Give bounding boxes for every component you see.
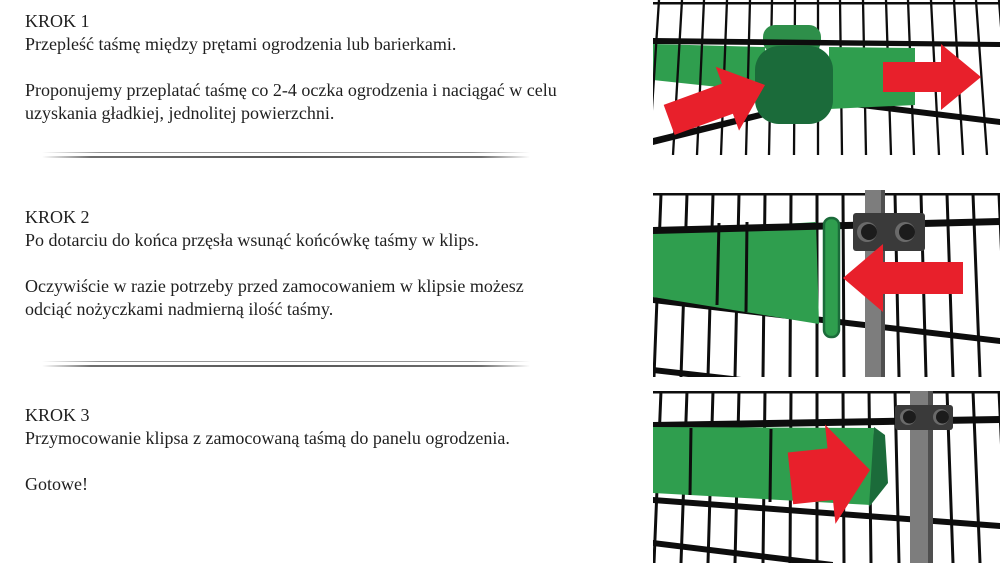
step-1-title: KROK 1 [25,11,90,31]
step-2-title: KROK 2 [25,207,90,227]
fence-weaving-illustration [653,0,1000,155]
fence-top-wire [653,2,1000,5]
step-1-paragraph-2: Proponujemy przeplatać taśmę co 2-4 oczka ogrodzenia i naciągać w celu uzyskania gładkiej, jednolitej powierzchni. [25,80,557,123]
tape-panel [653,222,819,324]
step-3-illustration [653,383,1000,563]
tape-loop-icon [755,46,833,124]
step-3-text [25,404,637,496]
step-3-paragraph-1: Przymocowanie klipsa z zamocowaną taśmą do panelu ogrodzenia. [25,428,510,448]
clip-attached-illustration [653,383,1000,563]
step-2-illustration [653,185,1000,377]
fence-bottom-rail [653,367,803,377]
section-divider-2 [42,360,530,369]
tape-into-clip-illustration [653,185,1000,377]
step-2-text [25,206,637,321]
step-2-paragraph-1: Po dotarciu do końca przęsła wsunąć końcówkę taśmy w klips. [25,230,479,250]
section-divider-1 [42,151,530,160]
fence-top-wire [653,193,1000,196]
clip-icon [824,218,839,337]
step-1-illustration [653,0,1000,155]
step-3-title: KROK 3 [25,405,90,425]
step-3-paragraph-2: Gotowe! [25,474,88,494]
fence-top-wire [653,391,1000,394]
step-1-text [25,10,637,125]
step-1-paragraph-1: Przepleść taśmę między prętami ogrodzenia lub barierkami. [25,34,457,54]
step-2-paragraph-2: Oczywiście w razie potrzeby przed zamocowaniem w klipsie możesz odciąć nożyczkami nadmierną ilość taśmy. [25,276,524,319]
red-arrow-left-icon [843,244,963,312]
